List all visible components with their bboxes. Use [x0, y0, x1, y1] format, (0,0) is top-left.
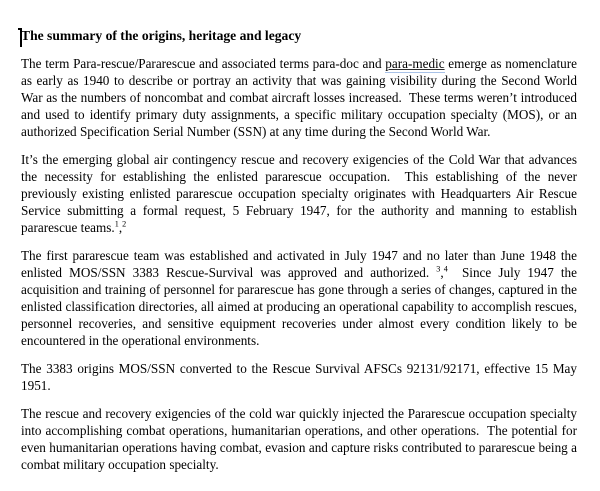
text-run: The rescue and recovery exigencies of the cold war quickly injected the Pararescue occupation specialty into accomplishing combat operations, humanitarian operations, and other operations. The potential for even humanitarian operations having combat, evasion and capture risks contributed to pararescue being a combat military occupation specialty.	[21, 406, 577, 472]
text-caret	[20, 28, 22, 47]
grammar-flagged-word: para-medic	[385, 56, 445, 71]
document-heading: The summary of the origins, heritage and legacy	[21, 28, 302, 43]
paragraph	[21, 247, 577, 349]
paragraph	[21, 360, 577, 394]
text-run: emerge as nomenclature as early as 1940 to describe or portray an activity that was gaining visibility during the Second World War as the numbers of noncombat and combat aircraft losses increased. These terms weren’t introduced and used to identify primary duty assignments, a specific military occupation specialty (MOS), or an authorized Specification Serial Number (SSN) at any time during the Second World War.	[21, 56, 577, 139]
footnote-ref: 4	[443, 264, 448, 274]
paragraph	[21, 405, 577, 473]
text-run: The 3383 origins MOS/SSN converted to the Rescue Survival AFSCs 92131/92171, effective 15 May 1951.	[21, 361, 577, 393]
document-body	[21, 55, 577, 473]
text-run: Since July 1947 the acquisition and training of personnel for pararescue has gone through a series of changes, captured in the enlisted classification directories, all aimed at producing an operational capability to accomplish rescues, personnel recoveries, and sensitive equipment recoveries under almost every condition likely to be encountered in the operational environments.	[21, 265, 577, 348]
paragraph	[21, 151, 577, 236]
text-run: ,	[118, 220, 123, 235]
footnote-ref: 2	[122, 219, 127, 229]
paragraph	[21, 55, 577, 140]
footnote-ref: 1	[114, 219, 119, 229]
text-run: The term Para-rescue/Pararescue and associated terms para-doc and	[21, 56, 386, 71]
footnote-ref: 3	[436, 264, 441, 274]
text-run: ,	[440, 265, 444, 280]
text-run: It’s the emerging global air contingency rescue and recovery exigencies of the Cold War that advances the necessity for establishing the enlisted pararescue occupation. This establishing of the never previously existing enlisted pararescue occupation specialty originates with Headquarters Air Rescue Service submitting a formal request, 5 February 1947, for the authority and manning to establish pararescue teams.	[21, 152, 577, 235]
text-run: The first pararescue team was established and activated in July 1947 and no later than June 1948 the enlisted MOS/SSN 3383 Rescue-Survival was approved and authorized.	[21, 248, 577, 280]
